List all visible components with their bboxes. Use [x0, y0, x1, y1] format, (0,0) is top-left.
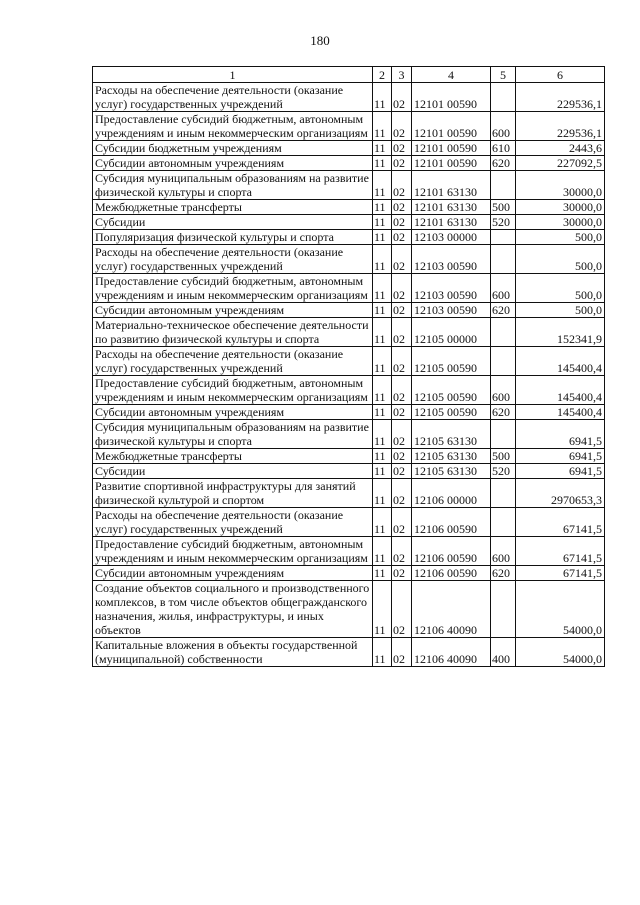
item-name-cell: Материально-техническое обеспечение деятельности по развитию физической культуры и спорта — [93, 318, 373, 347]
target-code-cell: 12103 00000 — [412, 230, 491, 245]
subsection-cell: 02 — [392, 566, 412, 581]
subsection-cell: 02 — [392, 171, 412, 200]
amount-cell: 229536,1 — [516, 112, 605, 141]
expense-type-cell: 500 — [491, 449, 516, 464]
subsection-cell: 02 — [392, 508, 412, 537]
target-code-cell: 12106 40090 — [412, 638, 491, 667]
section-cell: 11 — [373, 376, 392, 405]
table-row — [93, 581, 605, 638]
table-row — [93, 638, 605, 667]
expense-type-cell: 520 — [491, 215, 516, 230]
target-code-cell: 12101 63130 — [412, 171, 491, 200]
section-cell: 11 — [373, 638, 392, 667]
target-code-cell: 12105 00000 — [412, 318, 491, 347]
expense-type-cell — [491, 479, 516, 508]
expense-type-cell — [491, 508, 516, 537]
amount-cell: 30000,0 — [516, 215, 605, 230]
expense-type-cell: 600 — [491, 274, 516, 303]
amount-cell: 500,0 — [516, 245, 605, 274]
target-code-cell: 12105 63130 — [412, 420, 491, 449]
subsection-cell: 02 — [392, 303, 412, 318]
amount-cell: 30000,0 — [516, 200, 605, 215]
item-name-cell: Расходы на обеспечение деятельности (оказание услуг) государственных учреждений — [93, 508, 373, 537]
subsection-cell: 02 — [392, 581, 412, 638]
subsection-cell: 02 — [392, 449, 412, 464]
item-name-cell: Предоставление субсидий бюджетным, автономным учреждениям и иным некоммерческим организациям — [93, 112, 373, 141]
expense-type-cell: 600 — [491, 537, 516, 566]
amount-cell: 67141,5 — [516, 566, 605, 581]
item-name-cell: Субсидии — [93, 464, 373, 479]
table-row — [93, 566, 605, 581]
target-code-cell: 12106 40090 — [412, 581, 491, 638]
item-name-cell: Развитие спортивной инфраструктуры для занятий физической культурой и спортом — [93, 479, 373, 508]
section-cell: 11 — [373, 508, 392, 537]
table-row — [93, 449, 605, 464]
item-name-cell: Капитальные вложения в объекты государственной (муниципальной) собственности — [93, 638, 373, 667]
amount-cell: 227092,5 — [516, 156, 605, 171]
section-cell: 11 — [373, 83, 392, 112]
subsection-cell: 02 — [392, 376, 412, 405]
item-name-cell: Расходы на обеспечение деятельности (оказание услуг) государственных учреждений — [93, 83, 373, 112]
item-name-cell: Расходы на обеспечение деятельности (оказание услуг) государственных учреждений — [93, 347, 373, 376]
expense-type-cell — [491, 245, 516, 274]
item-name-cell: Субсидии автономным учреждениям — [93, 566, 373, 581]
amount-cell: 500,0 — [516, 274, 605, 303]
expense-type-cell — [491, 171, 516, 200]
table-row — [93, 347, 605, 376]
subsection-cell: 02 — [392, 464, 412, 479]
target-code-cell: 12105 00590 — [412, 376, 491, 405]
page-number: 180 — [310, 33, 330, 48]
subsection-cell: 02 — [392, 215, 412, 230]
subsection-cell: 02 — [392, 245, 412, 274]
amount-cell: 152341,9 — [516, 318, 605, 347]
item-name-cell: Субсидии автономным учреждениям — [93, 156, 373, 171]
target-code-cell: 12106 00000 — [412, 479, 491, 508]
table-row — [93, 245, 605, 274]
amount-cell: 500,0 — [516, 230, 605, 245]
item-name-cell: Расходы на обеспечение деятельности (оказание услуг) государственных учреждений — [93, 245, 373, 274]
section-cell: 11 — [373, 537, 392, 566]
column-header: 1 — [93, 67, 373, 83]
column-header: 2 — [373, 67, 392, 83]
column-header: 6 — [516, 67, 605, 83]
target-code-cell: 12106 00590 — [412, 566, 491, 581]
expense-type-cell: 520 — [491, 464, 516, 479]
table-row — [93, 171, 605, 200]
expense-type-cell: 500 — [491, 200, 516, 215]
section-cell: 11 — [373, 405, 392, 420]
amount-cell: 145400,4 — [516, 376, 605, 405]
item-name-cell: Популяризация физической культуры и спорта — [93, 230, 373, 245]
table-row — [93, 318, 605, 347]
amount-cell: 54000,0 — [516, 638, 605, 667]
table-row — [93, 200, 605, 215]
expense-type-cell: 620 — [491, 303, 516, 318]
section-cell: 11 — [373, 479, 392, 508]
expense-type-cell: 600 — [491, 376, 516, 405]
item-name-cell: Субсидии автономным учреждениям — [93, 405, 373, 420]
expense-type-cell: 400 — [491, 638, 516, 667]
table-row — [93, 508, 605, 537]
section-cell: 11 — [373, 200, 392, 215]
item-name-cell: Предоставление субсидий бюджетным, автономным учреждениям и иным некоммерческим организациям — [93, 537, 373, 566]
section-cell: 11 — [373, 112, 392, 141]
section-cell: 11 — [373, 464, 392, 479]
expense-type-cell — [491, 230, 516, 245]
target-code-cell: 12101 00590 — [412, 156, 491, 171]
subsection-cell: 02 — [392, 347, 412, 376]
subsection-cell: 02 — [392, 638, 412, 667]
table-row — [93, 230, 605, 245]
subsection-cell: 02 — [392, 420, 412, 449]
amount-cell: 2970653,3 — [516, 479, 605, 508]
amount-cell: 2443,6 — [516, 141, 605, 156]
amount-cell: 145400,4 — [516, 347, 605, 376]
subsection-cell: 02 — [392, 274, 412, 303]
table-row — [93, 405, 605, 420]
target-code-cell: 12106 00590 — [412, 508, 491, 537]
amount-cell: 145400,4 — [516, 405, 605, 420]
subsection-cell: 02 — [392, 230, 412, 245]
target-code-cell: 12101 63130 — [412, 200, 491, 215]
section-cell: 11 — [373, 347, 392, 376]
table-header-row — [93, 67, 605, 83]
subsection-cell: 02 — [392, 537, 412, 566]
item-name-cell: Межбюджетные трансферты — [93, 449, 373, 464]
item-name-cell: Межбюджетные трансферты — [93, 200, 373, 215]
subsection-cell: 02 — [392, 405, 412, 420]
target-code-cell: 12105 00590 — [412, 405, 491, 420]
expense-type-cell: 620 — [491, 566, 516, 581]
item-name-cell: Создание объектов социального и производственного комплексов, в том числе объектов общегражданского назначения, жилья, инфраструктуры, и иных объектов — [93, 581, 373, 638]
amount-cell: 6941,5 — [516, 420, 605, 449]
target-code-cell: 12103 00590 — [412, 245, 491, 274]
subsection-cell: 02 — [392, 156, 412, 171]
target-code-cell: 12101 63130 — [412, 215, 491, 230]
target-code-cell: 12105 63130 — [412, 449, 491, 464]
item-name-cell: Субсидии автономным учреждениям — [93, 303, 373, 318]
expense-type-cell — [491, 318, 516, 347]
subsection-cell: 02 — [392, 83, 412, 112]
column-header: 3 — [392, 67, 412, 83]
budget-table — [92, 66, 605, 667]
section-cell: 11 — [373, 274, 392, 303]
section-cell: 11 — [373, 581, 392, 638]
expense-type-cell — [491, 83, 516, 112]
table-row — [93, 156, 605, 171]
target-code-cell: 12101 00590 — [412, 141, 491, 156]
subsection-cell: 02 — [392, 318, 412, 347]
amount-cell: 6941,5 — [516, 449, 605, 464]
item-name-cell: Субсидии — [93, 215, 373, 230]
table-row — [93, 479, 605, 508]
column-header: 4 — [412, 67, 491, 83]
subsection-cell: 02 — [392, 200, 412, 215]
expense-type-cell: 620 — [491, 156, 516, 171]
item-name-cell: Предоставление субсидий бюджетным, автономным учреждениям и иным некоммерческим организациям — [93, 376, 373, 405]
table-row — [93, 537, 605, 566]
item-name-cell: Субсидия муниципальным образованиям на развитие физической культуры и спорта — [93, 420, 373, 449]
item-name-cell: Субсидии бюджетным учреждениям — [93, 141, 373, 156]
target-code-cell: 12101 00590 — [412, 83, 491, 112]
table-row — [93, 303, 605, 318]
section-cell: 11 — [373, 303, 392, 318]
subsection-cell: 02 — [392, 141, 412, 156]
section-cell: 11 — [373, 141, 392, 156]
target-code-cell: 12105 00590 — [412, 347, 491, 376]
amount-cell: 54000,0 — [516, 581, 605, 638]
table-row — [93, 83, 605, 112]
amount-cell: 500,0 — [516, 303, 605, 318]
amount-cell: 30000,0 — [516, 171, 605, 200]
section-cell: 11 — [373, 245, 392, 274]
expense-type-cell — [491, 581, 516, 638]
column-header: 5 — [491, 67, 516, 83]
table-row — [93, 420, 605, 449]
table-row — [93, 274, 605, 303]
table-row — [93, 376, 605, 405]
section-cell: 11 — [373, 171, 392, 200]
table-row — [93, 215, 605, 230]
target-code-cell: 12101 00590 — [412, 112, 491, 141]
amount-cell: 67141,5 — [516, 537, 605, 566]
item-name-cell: Субсидия муниципальным образованиям на развитие физической культуры и спорта — [93, 171, 373, 200]
section-cell: 11 — [373, 230, 392, 245]
amount-cell: 6941,5 — [516, 464, 605, 479]
table-row — [93, 464, 605, 479]
section-cell: 11 — [373, 566, 392, 581]
subsection-cell: 02 — [392, 479, 412, 508]
section-cell: 11 — [373, 156, 392, 171]
target-code-cell: 12105 63130 — [412, 464, 491, 479]
target-code-cell: 12106 00590 — [412, 537, 491, 566]
expense-type-cell — [491, 347, 516, 376]
subsection-cell: 02 — [392, 112, 412, 141]
target-code-cell: 12103 00590 — [412, 274, 491, 303]
section-cell: 11 — [373, 215, 392, 230]
section-cell: 11 — [373, 420, 392, 449]
section-cell: 11 — [373, 318, 392, 347]
amount-cell: 229536,1 — [516, 83, 605, 112]
section-cell: 11 — [373, 449, 392, 464]
item-name-cell: Предоставление субсидий бюджетным, автономным учреждениям и иным некоммерческим организациям — [93, 274, 373, 303]
expense-type-cell — [491, 420, 516, 449]
table-row — [93, 112, 605, 141]
table-row — [93, 141, 605, 156]
amount-cell: 67141,5 — [516, 508, 605, 537]
target-code-cell: 12103 00590 — [412, 303, 491, 318]
expense-type-cell: 620 — [491, 405, 516, 420]
expense-type-cell: 610 — [491, 141, 516, 156]
expense-type-cell: 600 — [491, 112, 516, 141]
